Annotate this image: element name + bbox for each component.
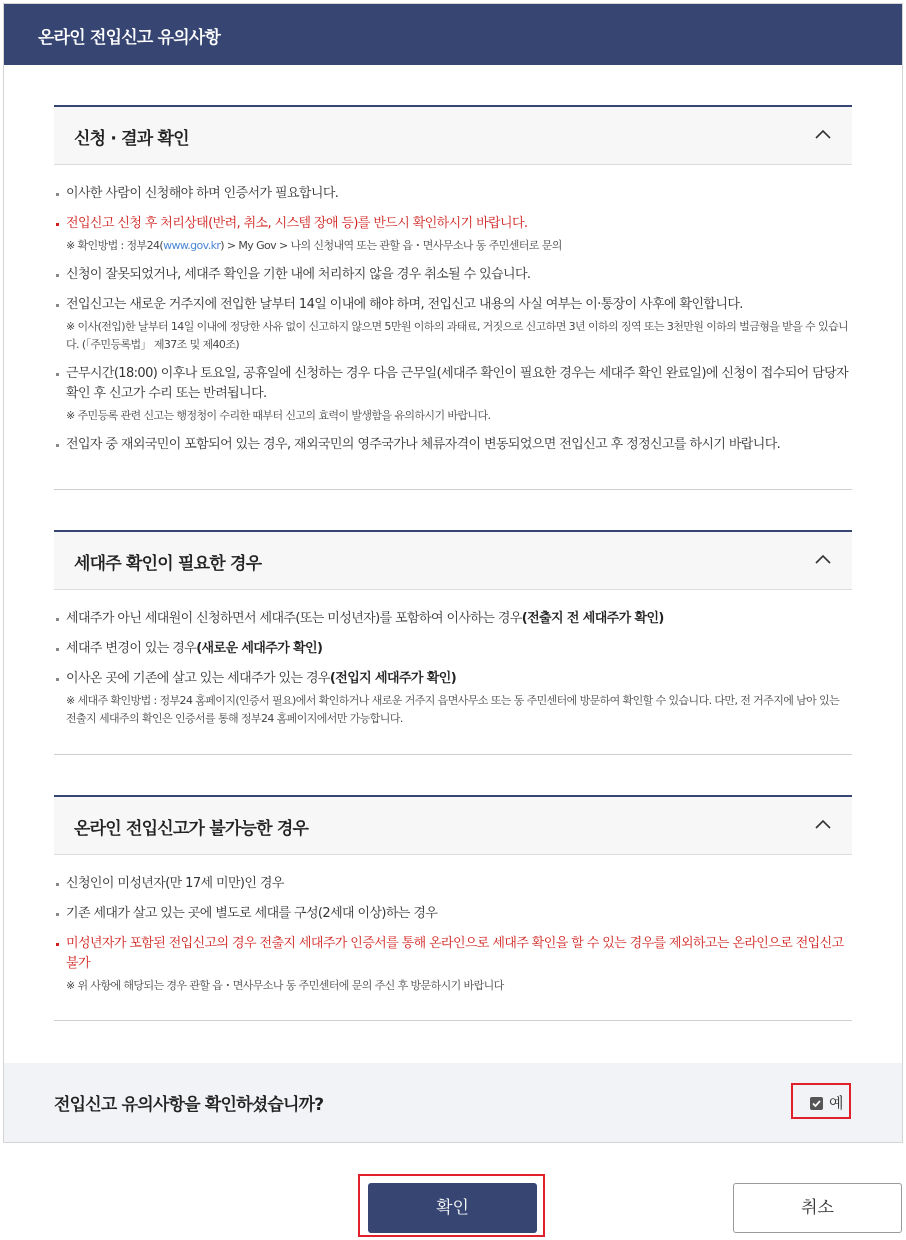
section-title: 온라인 전입신고가 불가능한 경우 bbox=[74, 819, 309, 839]
section-body bbox=[54, 855, 852, 1021]
list-item: 신청인이 미성년자(만 17세 미만)인 경우 bbox=[54, 874, 852, 894]
section-online-unavailable bbox=[54, 795, 852, 1021]
list-item: 세대주 변경이 있는 경우(새로운 세대주가 확인) bbox=[54, 639, 852, 659]
section-application-result bbox=[54, 105, 852, 490]
list-item: 근무시간(18:00) 이후나 토요일, 공휴일에 신청하는 경우 다음 근무일(세대주 확인이 필요한 경우는 세대주 확인 완료일)에 신청이 접수되어 담당자 확인 후 신고가 수리 또는 반려됩니다. ※ 주민등록 관련 신고는 행정청이 수리한 때부터 신고의 효력이 발생함을 유의하시기 바랍니다. bbox=[54, 364, 852, 425]
section-header[interactable] bbox=[54, 530, 852, 590]
chevron-up-icon[interactable] bbox=[814, 552, 832, 566]
list-item: 전입자 중 재외국민이 포함되어 있는 경우, 재외국민의 영주국가나 체류자격이 변동되었으면 전입신고 후 정정신고를 하시기 바랍니다. bbox=[54, 435, 852, 455]
list-item-warning: 미성년자가 포함된 전입신고의 경우 전출지 세대주가 인증서를 통해 온라인으로 세대주 확인을 할 수 있는 경우를 제외하고는 온라인으로 전입신고 불가 ※ 위 사항에 해당되는 경우 관할 읍・면사무소나 동 주민센터에 문의 주신 후 방문하시기 바랍니다 bbox=[54, 934, 852, 995]
note: ※ 확인방법 : 정부24(www.gov.kr) > My Gov > 나의 신청내역 또는 관할 읍・면사무소나 동 주민센터로 문의 bbox=[66, 239, 562, 252]
gov24-link[interactable]: www.gov.kr bbox=[163, 239, 221, 252]
list-item-warning: 전입신고 신청 후 처리상태(반려, 취소, 시스템 장애 등)를 반드시 확인하시기 바랍니다. ※ 확인방법 : 정부24(www.gov.kr) > My Gov > 나의 신청내역 또는 관할 읍・면사무소나 동 주민센터로 문의 bbox=[54, 214, 852, 255]
section-header[interactable] bbox=[54, 795, 852, 855]
confirm-bar bbox=[4, 1063, 902, 1142]
confirm-question: 전입신고 유의사항을 확인하셨습니까? bbox=[54, 1095, 324, 1115]
section-householder-confirm bbox=[54, 530, 852, 755]
checkbox-checked-icon[interactable] bbox=[810, 1097, 823, 1110]
section-body bbox=[54, 165, 852, 490]
confirm-checkbox[interactable] bbox=[791, 1083, 851, 1119]
list-item: 이사한 사람이 신청해야 하며 인증서가 필요합니다. bbox=[54, 184, 852, 204]
list-item: 기존 세대가 살고 있는 곳에 별도로 세대를 구성(2세대 이상)하는 경우 bbox=[54, 904, 852, 924]
list-item: 신청이 잘못되었거나, 세대주 확인을 기한 내에 처리하지 않을 경우 취소될 수 있습니다. bbox=[54, 265, 852, 285]
notice-dialog bbox=[3, 3, 903, 1143]
checkbox-label[interactable]: 예 bbox=[829, 1094, 844, 1112]
section-body bbox=[54, 590, 852, 755]
dialog-header bbox=[4, 4, 902, 65]
note: ※ 주민등록 관련 신고는 행정청이 수리한 때부터 신고의 효력이 발생함을 유의하시기 바랍니다. bbox=[66, 409, 491, 422]
note: ※ 위 사항에 해당되는 경우 관할 읍・면사무소나 동 주민센터에 문의 주신 후 방문하시기 바랍니다 bbox=[66, 979, 504, 992]
list-item: 전입신고는 새로운 거주지에 전입한 날부터 14일 이내에 해야 하며, 전입신고 내용의 사실 여부는 이·통장이 사후에 확인합니다. ※ 이사(전입)한 날부터 14일 이내에 정당한 사유 없이 신고하지 않으면 5만원 이하의 과태료, 거짓으로 신고하면 3년 이하의 징역 또는 3천만원 이하의 벌금형을 받을 수 있습니다. (「주민등록법」 제37조 및 제40조) bbox=[54, 295, 852, 354]
section-header[interactable] bbox=[54, 105, 852, 165]
list-item: 세대주가 아닌 세대원이 신청하면서 세대주(또는 미성년자)를 포함하여 이사하는 경우(전출지 전 세대주가 확인) bbox=[54, 609, 852, 629]
list-item: 이사온 곳에 기존에 살고 있는 세대주가 있는 경우(전입지 세대주가 확인) ※ 세대주 확인방법 : 정부24 홈페이지(인증서 필요)에서 확인하거나 새로운 거주지 읍면사무소 또는 동 주민센터에 방문하여 확인할 수 있습니다. 다만, 전 거주지에 남아 있는 전출지 세대주의 확인은 인증서를 통해 정부24 홈페이지에서만 가능합니다. bbox=[54, 669, 852, 728]
section-title: 세대주 확인이 필요한 경우 bbox=[74, 554, 262, 574]
note: ※ 이사(전입)한 날부터 14일 이내에 정당한 사유 없이 신고하지 않으면 5만원 이하의 과태료, 거짓으로 신고하면 3년 이하의 징역 또는 3천만원 이하의 벌금형을 받을 수 있습니다. (「주민등록법」 제37조 및 제40조) bbox=[66, 320, 849, 351]
section-title: 신청 · 결과 확인 bbox=[74, 129, 189, 149]
cancel-button[interactable]: 취소 bbox=[733, 1183, 902, 1233]
note: ※ 세대주 확인방법 : 정부24 홈페이지(인증서 필요)에서 확인하거나 새로운 거주지 읍면사무소 또는 동 주민센터에 방문하여 확인할 수 있습니다. 다만, 전 거주지에 남아 있는 전출지 세대주의 확인은 인증서를 통해 정부24 홈페이지에서만 가능합니다. bbox=[66, 694, 840, 725]
chevron-up-icon[interactable] bbox=[814, 817, 832, 831]
ok-button[interactable]: 확인 bbox=[368, 1183, 537, 1233]
chevron-up-icon[interactable] bbox=[814, 127, 832, 141]
dialog-title: 온라인 전입신고 유의사항 bbox=[38, 28, 221, 48]
